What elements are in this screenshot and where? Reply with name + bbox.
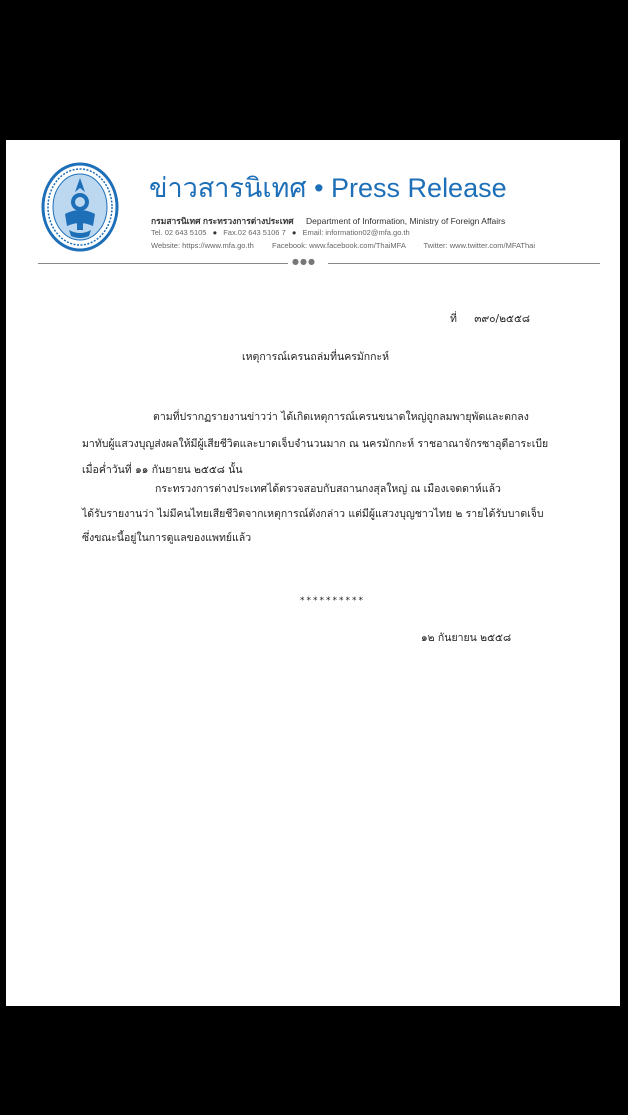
end-separator: ********** <box>300 596 365 606</box>
header-divider-dots: ●●● <box>292 257 316 266</box>
ministry-seal-logo <box>41 162 119 252</box>
paragraph-2-line-1: กระทรวงการต่างประเทศได้ตรวจสอบกับสถานกงสุลใหญ่ ณ เมืองเจดดาห์แล้ว <box>155 483 501 495</box>
press-release-page <box>6 140 620 1006</box>
website-link: Website: https://www.mfa.go.th <box>151 241 254 250</box>
subject-heading: เหตุการณ์เครนถล่มที่นครมักกะห์ <box>242 351 390 363</box>
paragraph-2-line-2: ได้รับรายงานว่า ไม่มีคนไทยเสียชีวิตจากเหตุการณ์ดังกล่าว แต่มีผู้แสวงบุญชาวไทย ๒ รายได้รับบาดเจ็บ <box>82 508 544 520</box>
reference-value: ๓๙๐/๒๕๕๘ <box>474 313 530 325</box>
twitter-link: Twitter: www.twitter.com/MFAThai <box>423 241 536 250</box>
paragraph-1-line-3: เมื่อค่ำวันที่ ๑๑ กันยายน ๒๕๕๘ นั้น <box>82 464 243 476</box>
tel-number: Tel. 02 643 5105 <box>151 228 207 237</box>
release-date: ๑๒ กันยายน ๒๕๕๘ <box>421 632 512 644</box>
bullet-icon: ● <box>212 228 218 237</box>
title-thai: ข่าวสารนิเทศ <box>149 173 307 203</box>
reference-label: ที่ <box>450 313 457 325</box>
department-english: Department of Information, Ministry of Foreign Affairs <box>306 216 506 226</box>
bullet-icon: ● <box>291 228 297 237</box>
web-links-line <box>151 241 535 250</box>
reference-number <box>450 310 530 327</box>
paragraph-2-line-3: ซึ่งขณะนี้อยู่ในการดูแลของแพทย์แล้ว <box>82 532 252 544</box>
title-english: Press Release <box>331 173 507 203</box>
title-separator: • <box>314 173 332 203</box>
facebook-link: Facebook: www.facebook.com/ThaiMFA <box>272 241 406 250</box>
header-divider-right <box>328 263 600 264</box>
fax-number: Fax.02 643 5106 7 <box>223 228 286 237</box>
header-divider-left <box>38 263 288 264</box>
contact-line <box>151 228 410 237</box>
email-address: Email: information02@mfa.go.th <box>302 228 410 237</box>
press-release-title <box>149 175 507 202</box>
paragraph-1-line-1: ตามที่ปรากฏรายงานข่าวว่า ได้เกิดเหตุการณ์เครนขนาดใหญ่ถูกลมพายุพัดและตกลง <box>153 411 529 423</box>
department-line <box>151 214 505 228</box>
department-thai: กรมสารนิเทศ กระทรวงการต่างประเทศ <box>151 216 294 226</box>
paragraph-1-line-2: มาทับผู้แสวงบุญส่งผลให้มีผู้เสียชีวิตและบาดเจ็บจำนวนมาก ณ นครมักกะห์ ราชอาณาจักรซาอุดีอาระเบีย <box>82 438 549 450</box>
